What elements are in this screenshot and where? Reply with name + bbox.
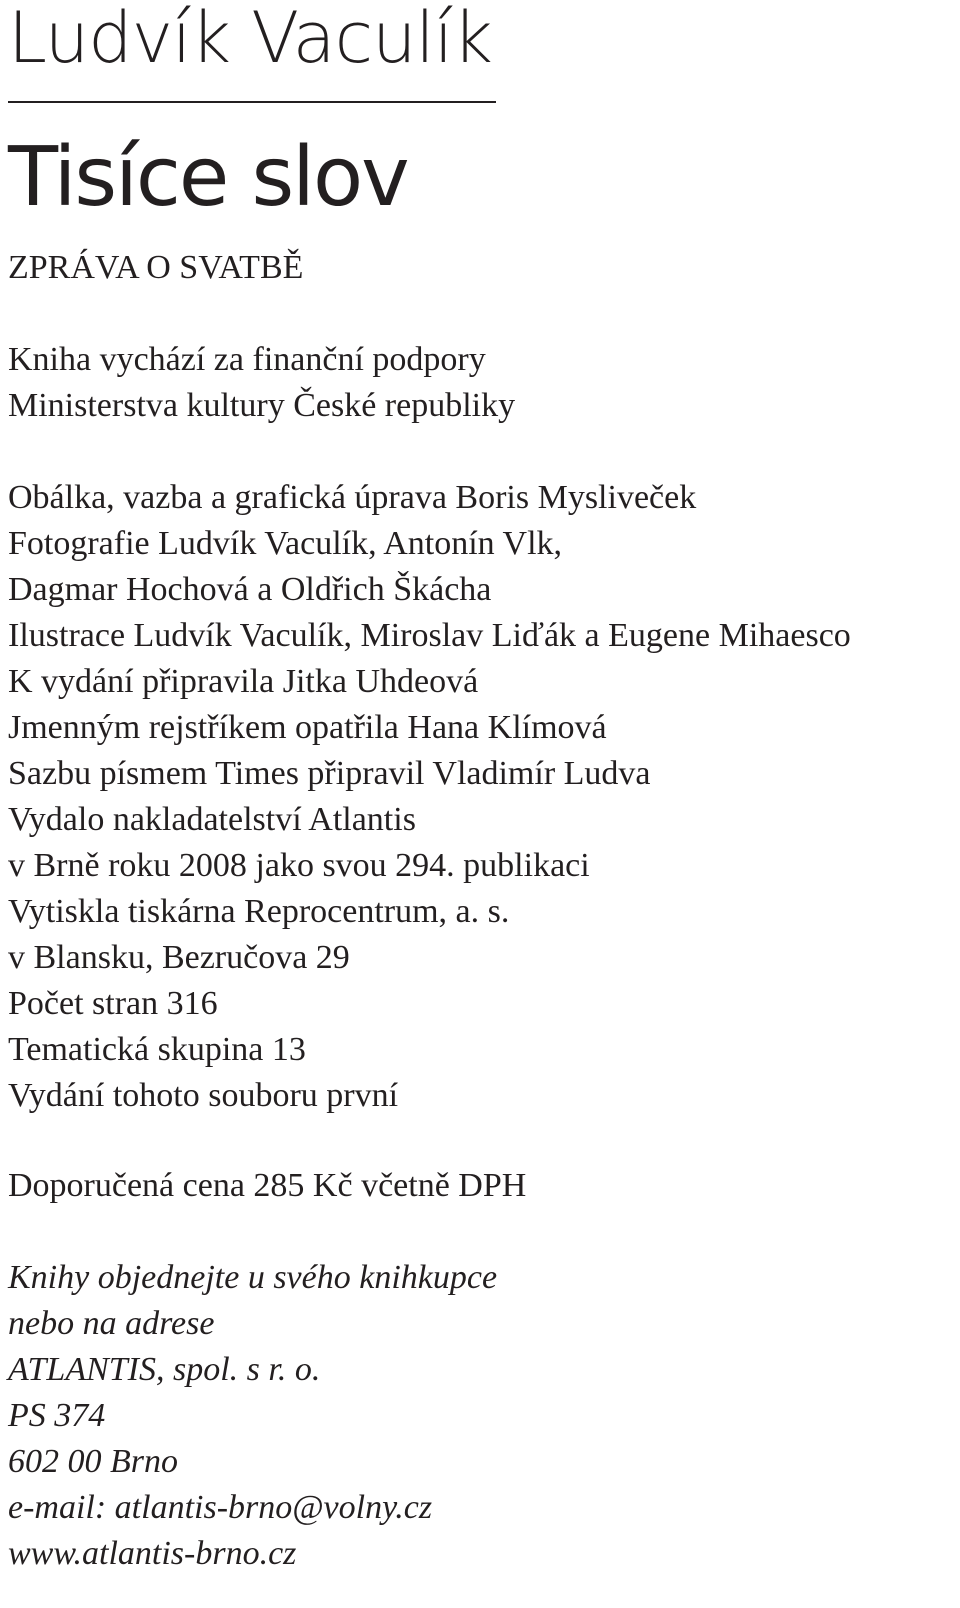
credit-line: Jmenným rejstříkem opatřila Hana Klímová: [8, 709, 607, 746]
order-line: Knihy objednejte u svého knihkupce: [8, 1259, 498, 1296]
credit-line: K vydání připravila Jitka Uhdeová: [8, 663, 479, 700]
credit-line: Ilustrace Ludvík Vaculík, Miroslav Liďák a Eugene Mihaesco: [8, 617, 851, 654]
credit-line: v Blansku, Bezručova 29: [8, 939, 350, 976]
credit-line: Počet stran 316: [8, 985, 218, 1022]
support-line: Kniha vychází za finanční podpory: [8, 341, 486, 378]
credit-line: Sazbu písmem Times připravil Vladimír Ludva: [8, 755, 651, 792]
website-address: www.atlantis-brno.cz: [8, 1535, 297, 1572]
credit-line: Vytiskla tiskárna Reprocentrum, a. s.: [8, 893, 510, 930]
price-line: Doporučená cena 285 Kč včetně DPH: [8, 1167, 527, 1204]
po-box: PS 374: [8, 1397, 106, 1434]
book-subtitle: ZPRÁVA O SVATBĚ: [8, 249, 304, 286]
order-line: nebo na adrese: [8, 1305, 215, 1342]
support-line: Ministerstva kultury České republiky: [8, 387, 516, 424]
credit-line: Tematická skupina 13: [8, 1031, 306, 1068]
author-name: Ludvík Vaculík: [8, 0, 492, 79]
credit-line: Obálka, vazba a grafická úprava Boris Mysliveček: [8, 479, 697, 516]
credit-line: Vydalo nakladatelství Atlantis: [8, 801, 416, 838]
author-divider: [8, 101, 496, 103]
email-address: e-mail: atlantis-brno@volny.cz: [8, 1489, 433, 1526]
credit-line: v Brně roku 2008 jako svou 294. publikaci: [8, 847, 590, 884]
credit-line: Fotografie Ludvík Vaculík, Antonín Vlk,: [8, 525, 563, 562]
publisher-name: ATLANTIS, spol. s r. o.: [8, 1351, 321, 1388]
postal-address: 602 00 Brno: [8, 1443, 178, 1480]
credit-line: Dagmar Hochová a Oldřich Škácha: [8, 571, 492, 608]
book-title: Tisíce slov: [8, 130, 408, 225]
credit-line: Vydání tohoto souboru první: [8, 1077, 399, 1114]
